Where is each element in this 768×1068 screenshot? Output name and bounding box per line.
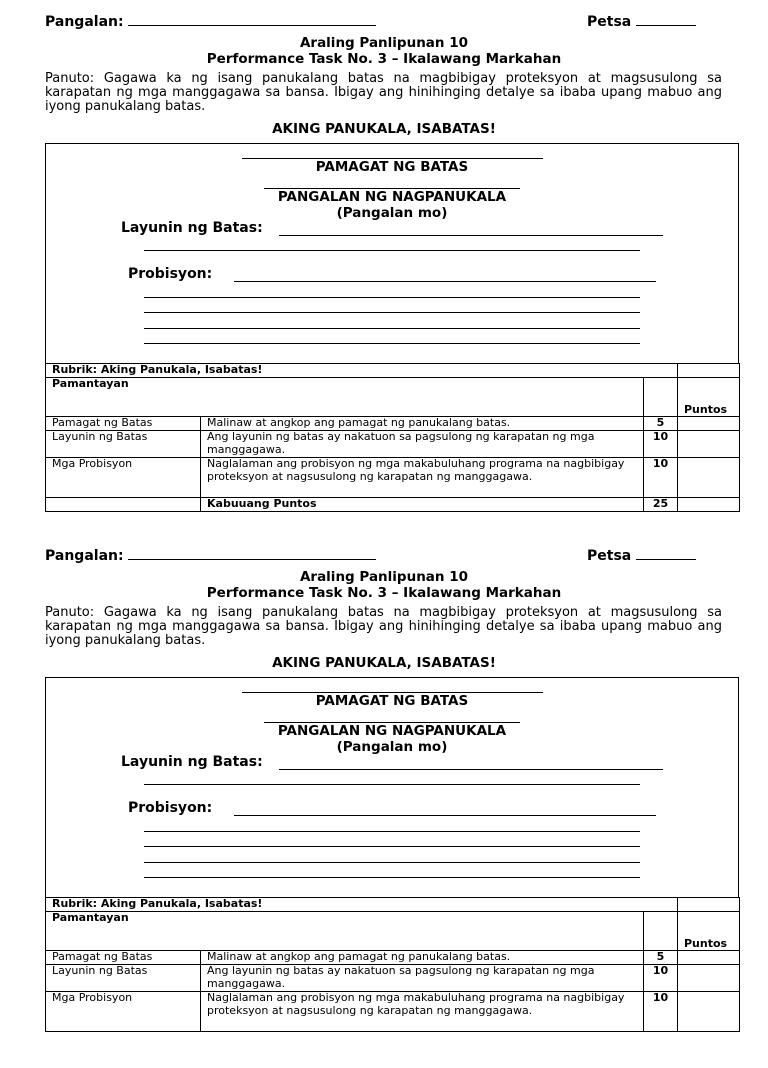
criterion-cell: Mga Probisyon [46,458,201,498]
provision-blank-3[interactable] [144,312,640,313]
law-proposal-box [45,143,739,364]
max-points-cell: 5 [644,417,678,431]
proposer-hint: (Pangalan mo) [336,739,448,755]
date-label: Petsa [587,548,632,564]
criterion-cell: Layunin ng Batas [46,965,201,992]
max-points-cell: 10 [644,992,678,1032]
proposer-hint: (Pangalan mo) [336,205,448,221]
subject-title: Araling Panlipunan 10 [299,35,469,51]
provision-blank-4[interactable] [144,862,640,863]
date-field [587,12,696,30]
description-cell: Naglalaman ang probisyon ng mga makabuluhang programa na nagbibigay proteksyon at nagsusulong ng karapatan ng manggagawa. [201,458,644,498]
criterion-cell: Pamagat ng Batas [46,417,201,431]
name-blank[interactable] [128,12,376,26]
rubric-title-cell [678,898,740,912]
criterion-cell: Pamagat ng Batas [46,951,201,965]
score-cell[interactable] [678,417,740,431]
description-cell: Ang layunin ng batas ay nakatuon sa pagsulong ng karapatan ng mga manggagawa. [201,431,644,458]
proposer-label: PANGALAN NG NAGPANUKALA [277,723,507,739]
criteria-header: Pamantayan [46,912,644,951]
provision-blank-4[interactable] [144,328,640,329]
provision-blank-5[interactable] [144,877,640,878]
provision-blank-1[interactable] [234,281,656,282]
task-title: Performance Task No. 3 – Ikalawang Markahan [206,51,562,67]
objective-label: Layunin ng Batas: [121,754,263,770]
provision-blank-2[interactable] [144,831,640,832]
proposer-label: PANGALAN NG NAGPANUKALA [277,189,507,205]
provision-blank-5[interactable] [144,343,640,344]
objective-blank-1[interactable] [279,769,663,770]
law-title-label: PAMAGAT NG BATAS [315,693,469,709]
total-blank-cell [46,498,201,512]
subject-title: Araling Panlipunan 10 [299,569,469,585]
name-blank[interactable] [128,546,376,560]
rubric-table [45,897,740,1032]
total-score-cell[interactable] [678,498,740,512]
worksheet-2 [0,534,768,1068]
section-heading: AKING PANUKALA, ISABATAS! [272,655,496,671]
objective-blank-2[interactable] [144,250,640,251]
objective-blank-2[interactable] [144,784,640,785]
rubric-title-cell [678,364,740,378]
provision-blank-2[interactable] [144,297,640,298]
score-cell[interactable] [678,965,740,992]
date-label: Petsa [587,14,632,30]
score-cell[interactable] [678,458,740,498]
name-field [45,546,376,564]
objective-blank-1[interactable] [279,235,663,236]
provisions-label: Probisyon: [128,266,213,282]
total-max-cell: 25 [644,498,678,512]
section-heading: AKING PANUKALA, ISABATAS! [272,121,496,137]
description-cell: Malinaw at angkop ang pamagat ng panukalang batas. [201,417,644,431]
date-blank[interactable] [636,546,696,560]
task-title: Performance Task No. 3 – Ikalawang Markahan [206,585,562,601]
score-cell[interactable] [678,992,740,1032]
name-label: Pangalan: [45,548,124,564]
name-label: Pangalan: [45,14,124,30]
criteria-header: Pamantayan [46,378,644,417]
date-blank[interactable] [636,12,696,26]
rubric-table [45,363,740,512]
instructions: Panuto: Gagawa ka ng isang panukalang batas na magbibigay proteksyon at magsusulong sa karapatan ng mga manggagawa sa bansa. Ibigay ang hinihinging detalye sa ibaba upang mabuo ang iyong panukalang batas. [45,71,722,114]
law-title-label: PAMAGAT NG BATAS [315,159,469,175]
description-cell: Malinaw at angkop ang pamagat ng panukalang batas. [201,951,644,965]
rubric-title: Rubrik: Aking Panukala, Isabatas! [46,898,678,912]
name-field [45,12,376,30]
provision-blank-1[interactable] [234,815,656,816]
max-points-cell: 5 [644,951,678,965]
max-points-cell: 10 [644,431,678,458]
total-label: Kabuuang Puntos [201,498,644,512]
max-points-cell: 10 [644,458,678,498]
date-field [587,546,696,564]
criterion-cell: Mga Probisyon [46,992,201,1032]
criterion-cell: Layunin ng Batas [46,431,201,458]
points-header: Puntos [678,378,740,417]
description-cell: Naglalaman ang probisyon ng mga makabuluhang programa na nagbibigay proteksyon at nagsusulong ng karapatan ng manggagawa. [201,992,644,1032]
points-header: Puntos [678,912,740,951]
score-cell[interactable] [678,431,740,458]
description-cell: Ang layunin ng batas ay nakatuon sa pagsulong ng karapatan ng mga manggagawa. [201,965,644,992]
provision-blank-3[interactable] [144,846,640,847]
max-header-cell [644,378,678,417]
score-cell[interactable] [678,951,740,965]
provisions-label: Probisyon: [128,800,213,816]
objective-label: Layunin ng Batas: [121,220,263,236]
rubric-title: Rubrik: Aking Panukala, Isabatas! [46,364,678,378]
max-header-cell [644,912,678,951]
law-proposal-box [45,677,739,898]
instructions: Panuto: Gagawa ka ng isang panukalang batas na magbibigay proteksyon at magsusulong sa karapatan ng mga manggagawa sa bansa. Ibigay ang hinihinging detalye sa ibaba upang mabuo ang iyong panukalang batas. [45,605,722,648]
max-points-cell: 10 [644,965,678,992]
